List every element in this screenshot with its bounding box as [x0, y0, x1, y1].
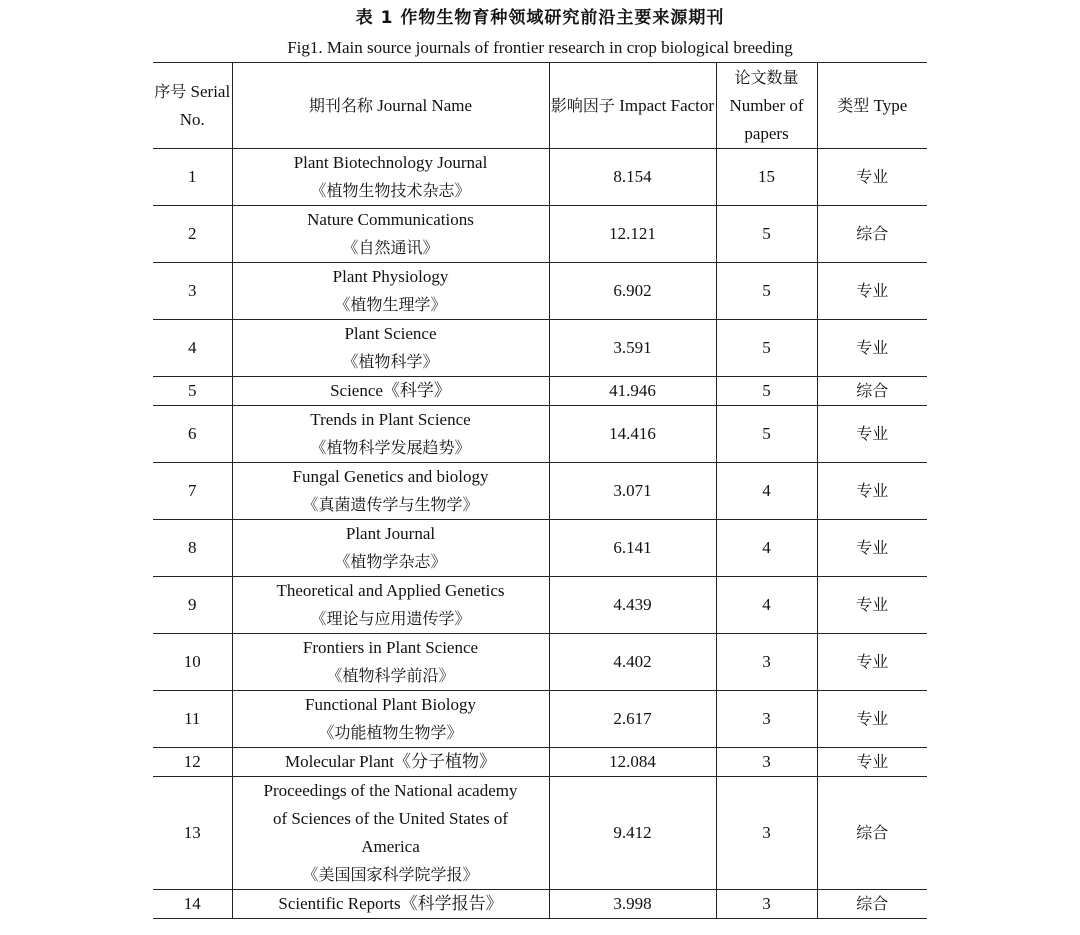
cell-impact-factor: 12.121 [549, 206, 716, 263]
cell-type: 专业 [817, 149, 927, 206]
header-papers-cn: 论文数量 [734, 67, 799, 87]
cell-serial: 9 [153, 577, 232, 634]
journal-name-en: Theoretical and Applied Genetics [276, 581, 505, 600]
cell-serial: 6 [153, 406, 232, 463]
table-row [153, 377, 927, 406]
journal-name-en-line3: America [361, 837, 420, 856]
cell-journal-name [232, 520, 549, 577]
cell-papers: 4 [716, 520, 817, 577]
journal-name-en: Trends in Plant Science [310, 410, 471, 429]
cell-impact-factor: 6.141 [549, 520, 716, 577]
journal-name-cn: 《植物科学》 [342, 352, 439, 371]
table-row [153, 463, 927, 520]
cell-impact-factor: 4.402 [549, 634, 716, 691]
cell-type: 综合 [817, 777, 927, 890]
cell-type: 专业 [817, 691, 927, 748]
table-row [153, 406, 927, 463]
cell-journal-name [232, 320, 549, 377]
cell-papers: 4 [716, 463, 817, 520]
journal-name-cn: 《理论与应用遗传学》 [310, 609, 471, 628]
cell-impact-factor: 2.617 [549, 691, 716, 748]
cell-journal-name [232, 634, 549, 691]
cell-serial: 12 [153, 748, 232, 777]
journal-name: Science《科学》 [330, 381, 451, 400]
header-papers-en2: papers [744, 123, 789, 143]
cell-serial: 8 [153, 520, 232, 577]
cell-impact-factor: 14.416 [549, 406, 716, 463]
journal-name-en-line2: of Sciences of the United States of [272, 809, 509, 828]
table-caption-english: Fig1. Main source journals of frontier research in crop biological breeding [287, 38, 793, 57]
cell-serial: 2 [153, 206, 232, 263]
cell-journal-name [232, 463, 549, 520]
cell-type: 专业 [817, 748, 927, 777]
cell-journal-name [232, 777, 549, 890]
header-papers-en1: Number of [729, 95, 804, 115]
cell-impact-factor: 8.154 [549, 149, 716, 206]
journal-name-cn: 《植物生物技术杂志》 [310, 181, 471, 200]
journal-name-en: Fungal Genetics and biology [292, 467, 489, 486]
header-type [817, 63, 927, 149]
header-type-en: Type [873, 95, 908, 115]
table-row [153, 320, 927, 377]
journal-name-en: Plant Biotechnology Journal [293, 153, 488, 172]
cell-impact-factor: 3.071 [549, 463, 716, 520]
table-body [153, 149, 927, 919]
cell-impact-factor: 4.439 [549, 577, 716, 634]
cell-impact-factor: 6.902 [549, 263, 716, 320]
table-row [153, 520, 927, 577]
cell-serial: 1 [153, 149, 232, 206]
table-caption-chinese: 表 1 作物生物育种领域研究前沿主要来源期刊 [355, 8, 725, 28]
cell-serial: 14 [153, 890, 232, 919]
journal-name-cn: 《植物学杂志》 [334, 552, 447, 571]
cell-serial: 10 [153, 634, 232, 691]
cell-papers: 3 [716, 748, 817, 777]
cell-impact-factor: 3.591 [549, 320, 716, 377]
table-row [153, 577, 927, 634]
journals-table [153, 62, 927, 919]
cell-journal-name [232, 691, 549, 748]
cell-type: 专业 [817, 520, 927, 577]
cell-impact-factor: 3.998 [549, 890, 716, 919]
header-number-of-papers [716, 63, 817, 149]
cell-papers: 3 [716, 890, 817, 919]
cell-journal-name [232, 406, 549, 463]
journal-name-en: Nature Communications [307, 210, 474, 229]
header-serial-en2: No. [179, 109, 205, 129]
cell-journal-name [232, 206, 549, 263]
cell-journal-name [232, 263, 549, 320]
cell-papers: 5 [716, 406, 817, 463]
cell-impact-factor: 41.946 [549, 377, 716, 406]
table-header-row [153, 63, 927, 149]
header-serial-en1: Serial [190, 81, 231, 101]
table-row [153, 206, 927, 263]
header-impact-en: Impact Factor [619, 95, 715, 115]
header-journal-name [232, 63, 549, 149]
cell-journal-name [232, 377, 549, 406]
header-name-en: Journal Name [377, 95, 473, 115]
journal-name-en: Plant Physiology [332, 267, 449, 286]
cell-journal-name [232, 890, 549, 919]
cell-journal-name [232, 577, 549, 634]
header-type-cn: 类型 [837, 95, 870, 115]
cell-papers: 3 [716, 691, 817, 748]
header-serial [153, 63, 232, 149]
journal-name-cn: 《植物科学前沿》 [326, 666, 455, 685]
cell-type: 综合 [817, 377, 927, 406]
journal-name-en-line1: Proceedings of the National academy [263, 781, 518, 800]
cell-serial: 13 [153, 777, 232, 890]
journal-name-en: Plant Science [344, 324, 437, 343]
journal-name-en: Frontiers in Plant Science [302, 638, 479, 657]
cell-papers: 4 [716, 577, 817, 634]
table-row [153, 149, 927, 206]
journal-name: Scientific Reports《科学报告》 [278, 894, 503, 913]
cell-papers: 5 [716, 377, 817, 406]
table-row [153, 634, 927, 691]
header-impact-factor [549, 63, 716, 149]
cell-papers: 15 [716, 149, 817, 206]
table-row [153, 777, 927, 890]
cell-impact-factor: 9.412 [549, 777, 716, 890]
table-row [153, 890, 927, 919]
cell-type: 综合 [817, 890, 927, 919]
table-row [153, 748, 927, 777]
cell-serial: 3 [153, 263, 232, 320]
cell-serial: 5 [153, 377, 232, 406]
cell-type: 专业 [817, 263, 927, 320]
journal-name: Molecular Plant《分子植物》 [284, 752, 497, 771]
cell-type: 专业 [817, 320, 927, 377]
journal-name-cn: 《植物科学发展趋势》 [310, 438, 471, 457]
table-row [153, 691, 927, 748]
journal-name-cn: 《功能植物生物学》 [318, 723, 463, 742]
header-name-cn: 期刊名称 [308, 95, 373, 115]
cell-papers: 5 [716, 206, 817, 263]
cell-type: 专业 [817, 634, 927, 691]
journal-name-cn: 《美国国家科学院学报》 [302, 865, 479, 884]
cell-serial: 7 [153, 463, 232, 520]
header-serial-cn: 序号 [154, 81, 187, 101]
cell-type: 专业 [817, 463, 927, 520]
header-impact-cn: 影响因子 [550, 95, 615, 115]
cell-serial: 11 [153, 691, 232, 748]
cell-papers: 3 [716, 634, 817, 691]
cell-journal-name [232, 149, 549, 206]
table-row [153, 263, 927, 320]
journal-name-cn: 《自然通讯》 [342, 238, 439, 257]
cell-journal-name [232, 748, 549, 777]
journal-name-cn: 《植物生理学》 [334, 295, 447, 314]
cell-type: 综合 [817, 206, 927, 263]
cell-type: 专业 [817, 406, 927, 463]
journal-name-cn: 《真菌遗传学与生物学》 [302, 495, 479, 514]
cell-impact-factor: 12.084 [549, 748, 716, 777]
cell-papers: 5 [716, 263, 817, 320]
journal-name-en: Plant Journal [345, 524, 436, 543]
cell-type: 专业 [817, 577, 927, 634]
cell-serial: 4 [153, 320, 232, 377]
cell-papers: 3 [716, 777, 817, 890]
cell-papers: 5 [716, 320, 817, 377]
journal-name-en: Functional Plant Biology [305, 695, 476, 714]
